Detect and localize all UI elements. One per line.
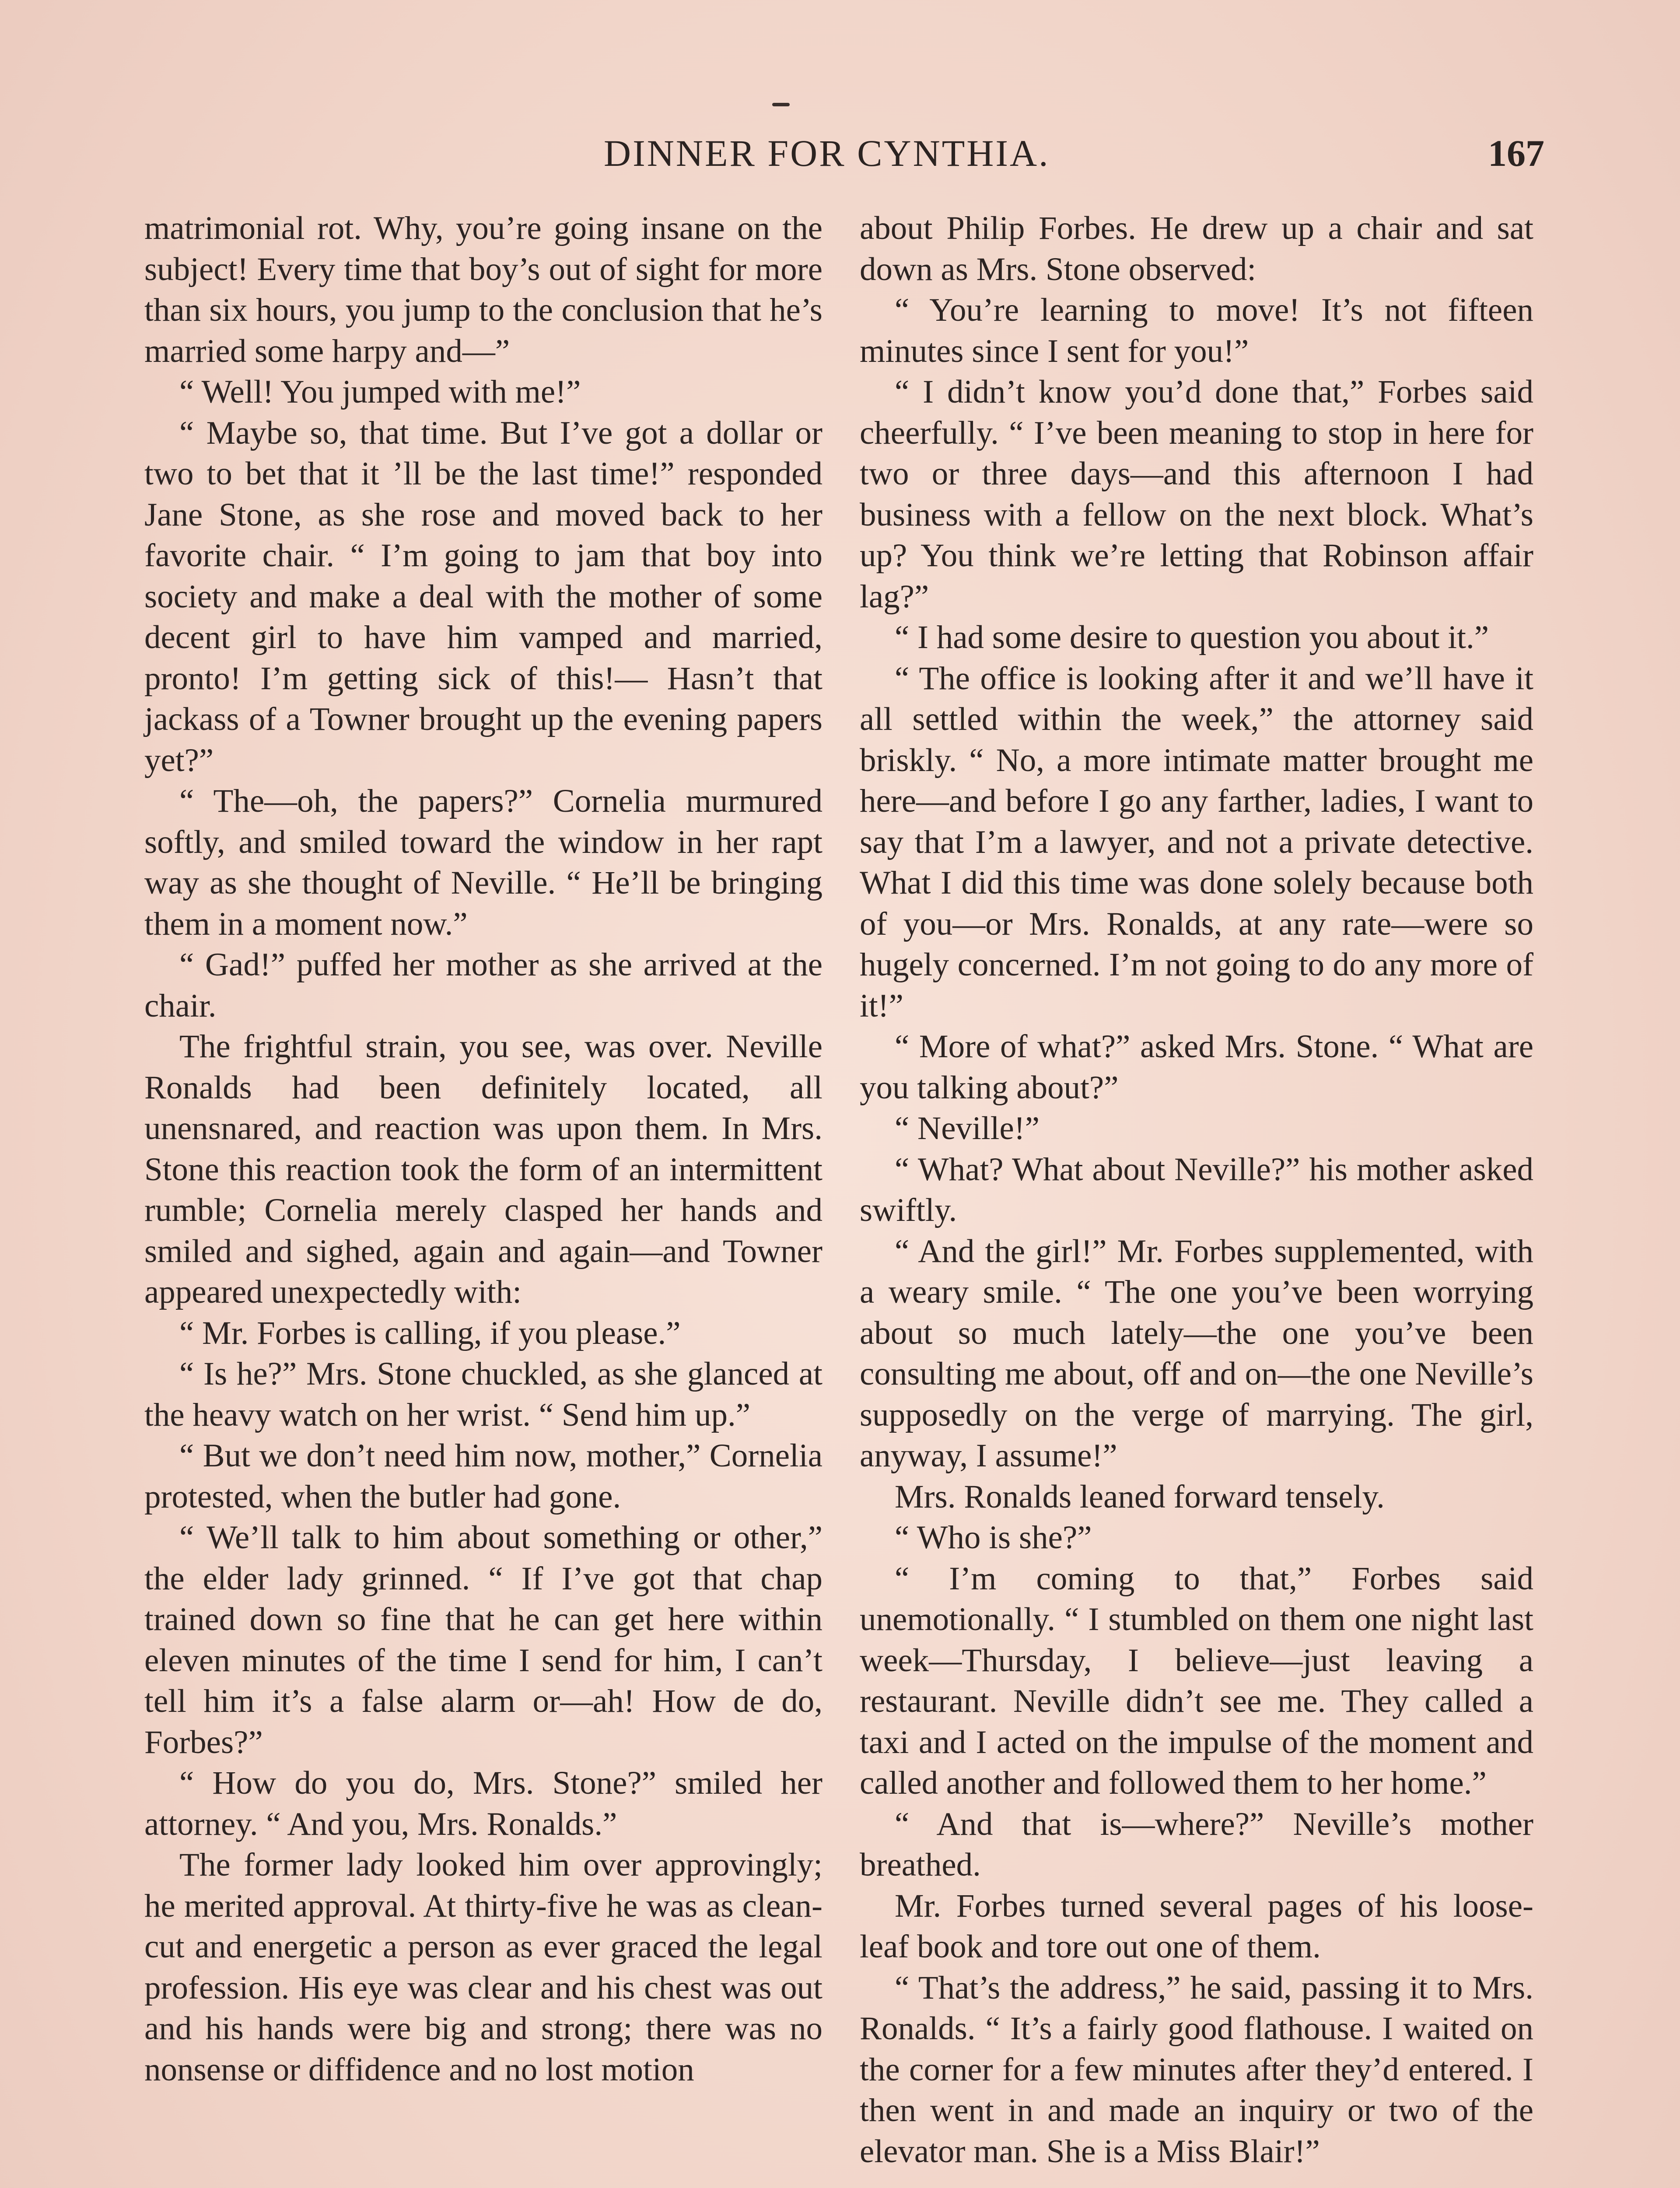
- paragraph: “ That’s the address,” he said, passing it to Mrs. Ronalds. “ It’s a fairly good flathouse. I waited on the corner for a few minutes after they’d entered. I then went in and made an inquiry or two of the elevator man. She is a Miss Blair!”: [860, 1969, 1533, 2170]
- page-header: [144, 131, 1544, 184]
- paragraph: “ Mr. Forbes is calling, if you please.”: [179, 1315, 681, 1351]
- paragraph: “ I had some desire to question you about it.”: [895, 619, 1489, 656]
- paragraph: Mrs. Ronalds leaned forward tensely.: [895, 1478, 1385, 1515]
- paragraph: “ I didn’t know you’d done that,” Forbes said cheerfully. “ I’ve been meaning to stop in here for two or three days—and this afternoon I had business with a fellow on the next block. What’s up? You think we’re letting that Robinson affair lag?”: [860, 374, 1533, 615]
- paragraph: “ Who is she?”: [895, 1519, 1092, 1556]
- paragraph: “ How do you do, Mrs. Stone?” smiled her attorney. “ And you, Mrs. Ronalds.”: [144, 1765, 822, 1842]
- paragraph: “ But we don’t need him now, mother,” Cornelia protested, when the butler had gone.: [144, 1438, 822, 1515]
- paragraph: “ More of what?” asked Mrs. Stone. “ What are you talking about?”: [860, 1028, 1533, 1106]
- paragraph: “ Maybe so, that time. But I’ve got a dollar or two to bet that it ’ll be the last time!” responded Jane Stone, as she rose and moved back to her favorite chair. “ I’m going to jam that boy into society and make a deal with the mother of some decent girl to have him vamped and married, pronto! I’m getting sick of this!— Hasn’t that jackass of a Towner brought up the evening papers yet?”: [144, 414, 822, 778]
- paragraph: “ And the girl!” Mr. Forbes supplemented, with a weary smile. “ The one you’ve been worrying about so much lately—the one you’ve been consulting me about, off and on—the one Neville’s supposedly on the verge of marrying. The girl, anyway, I assume!”: [860, 1233, 1533, 1474]
- paragraph: “ The office is looking after it and we’ll have it all settled within the week,” the attorney said briskly. “ No, a more intimate matter brought me here—and before I go any farther, ladies, I want to say that I’m a lawyer, and not a private detective. What I did this time was done solely because both of you—or Mrs. Ronalds, at any rate—were so hugely concerned. I’m not going to do any more of it!”: [860, 660, 1533, 1024]
- paragraph: “ You’re learning to move! It’s not fifteen minutes since I sent for you!”: [860, 292, 1533, 369]
- paragraph: Mr. Forbes turned several pages of his loose-leaf book and tore out one of them.: [860, 1887, 1533, 1965]
- paragraph: “ Neville!”: [895, 1110, 1040, 1147]
- paragraph: “ We’ll talk to him about something or other,” the elder lady grinned. “ If I’ve got that chap trained down so fine that he can get here within eleven minutes of the time I send for him, I can’t tell him it’s a false alarm or—ah! How de do, Forbes?”: [144, 1519, 822, 1760]
- paragraph: “ Is he?” Mrs. Stone chuckled, as she glanced at the heavy watch on her wrist. “ Send him up.”: [144, 1356, 822, 1433]
- paragraph: The former lady looked him over approvingly; he merited approval. At thirty-five he was as clean-cut and energetic a person as ever graced the legal profession. His eye was clear and his chest was out and his hands were big and strong; there was no nonsense or diffidence and no lost motion: [144, 1847, 822, 2088]
- paragraph: about Philip Forbes. He drew up a chair and sat down as Mrs. Stone observed:: [860, 210, 1533, 288]
- page-number: 167: [1488, 132, 1544, 174]
- paragraph: “ I’m coming to that,” Forbes said unemotionally. “ I stumbled on them one night last week—Thursday, I believe—just leaving a restaurant. Neville didn’t see me. They called a taxi and I acted on the impulse of the moment and called another and followed them to her home.”: [860, 1560, 1533, 1801]
- paragraph: “ Well! You jumped with me!”: [179, 374, 581, 410]
- ink-speck: [772, 103, 790, 106]
- paragraph: “ Gad!” puffed her mother as she arrived at the chair.: [144, 947, 822, 1024]
- paragraph: “ And that is—where?” Neville’s mother breathed.: [860, 1806, 1533, 1883]
- paragraph: “ The—oh, the papers?” Cornelia murmured softly, and smiled toward the window in her rapt way as she thought of Neville. “ He’ll be bringing them in a moment now.”: [144, 783, 822, 942]
- paragraph: “ What? What about Neville?” his mother asked swiftly.: [860, 1151, 1533, 1228]
- paragraph: The frightful strain, you see, was over. Neville Ronalds had been definitely located, all unensnared, and reaction was upon them. In Mrs. Stone this reaction took the form of an intermittent rumble; Cornelia merely clasped her hands and smiled and sighed, again and again—and Towner appeared unexpectedly with:: [144, 1028, 822, 1310]
- paragraph: matrimonial rot. Why, you’re going insane on the subject! Every time that boy’s out of sight for more than six hours, you jump to the conclusion that he’s married some harpy and—”: [144, 210, 822, 369]
- right-column: [860, 208, 1533, 2172]
- running-title: DINNER FOR CYNTHIA.: [604, 132, 1050, 174]
- left-column: [144, 208, 822, 2090]
